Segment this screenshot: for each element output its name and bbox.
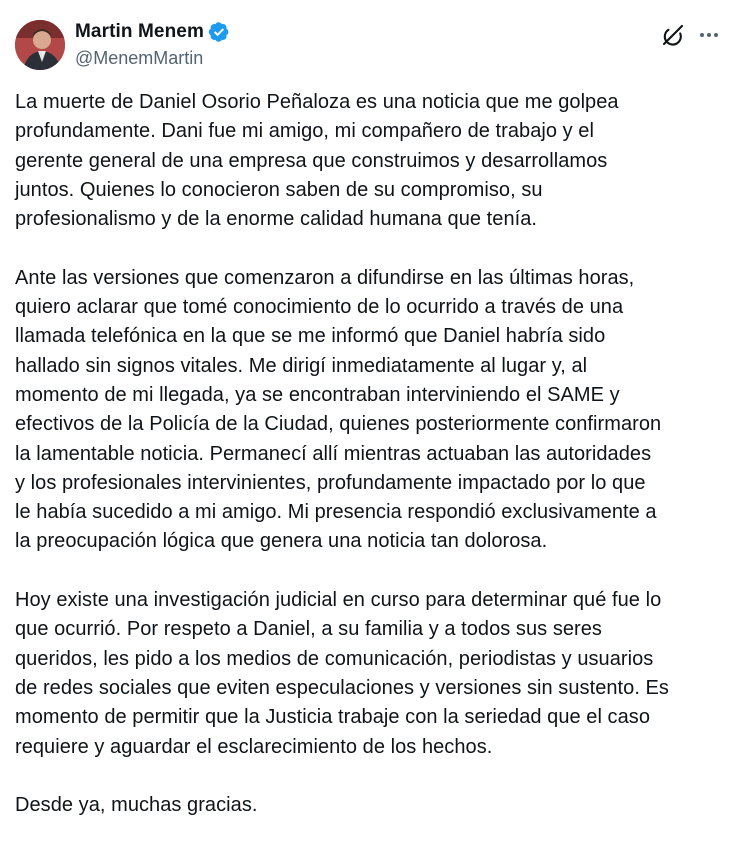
tweet-paragraph: Hoy existe una investigación judicial en curso para determinar qué fue lo que ocurrió. Por respeto a Daniel, a su familia y a todos sus seres queridos, les pido a los medios de comunicación, periodistas y usuarios de redes sociales que eviten especulaciones y versiones sin sustento. Es momento de permitir que la Justicia trabaje con la seriedad que el caso requiere y aguardar el esclarecimiento de los hechos. <box>15 589 669 758</box>
more-options-icon[interactable] <box>696 22 722 48</box>
tweet-paragraph: Desde ya, muchas gracias. <box>15 794 258 817</box>
tweet-paragraph: La muerte de Daniel Osorio Peñaloza es una noticia que me golpea profundamente. Dani fue mi amigo, mi compañero de trabajo y el gerente general de una empresa que construimos y desarrollamos juntos. Quienes lo conocieron saben de su compromiso, su profesionalismo y de la enorme calidad humana que tenía. <box>15 91 619 231</box>
tweet-paragraph: Ante las versiones que comenzaron a difundirse en las últimas horas, quiero aclarar que tomé conocimiento de lo ocurrido a través de una llamada telefónica en la que se me informó que Daniel habría sido hallado sin signos vitales. Me dirigí inmediatamente al lugar y, al momento de mi llegada, ya se encontraban interviniendo el SAME y efectivos de la Policía de la Ciudad, quienes posteriormente confirmaron la lamentable noticia. Permanecí allí mientras actuaban las autoridades y los profesionales intervinientes, profundamente impactado por lo que le había sucedido a mi amigo. Mi presencia respondió exclusivamente a la preocupación lógica que genera una noticia tan dolorosa. <box>15 266 662 553</box>
author-info <box>75 20 230 69</box>
tweet-text <box>15 88 727 820</box>
grok-icon[interactable] <box>660 22 686 48</box>
user-avatar-photo <box>15 20 65 70</box>
top-actions <box>660 22 722 48</box>
verified-badge-icon <box>208 21 230 43</box>
avatar[interactable] <box>15 20 65 70</box>
user-handle[interactable]: @MenemMartin <box>75 48 204 68</box>
name-row <box>75 20 230 44</box>
display-name[interactable]: Martin Menem <box>75 21 204 42</box>
